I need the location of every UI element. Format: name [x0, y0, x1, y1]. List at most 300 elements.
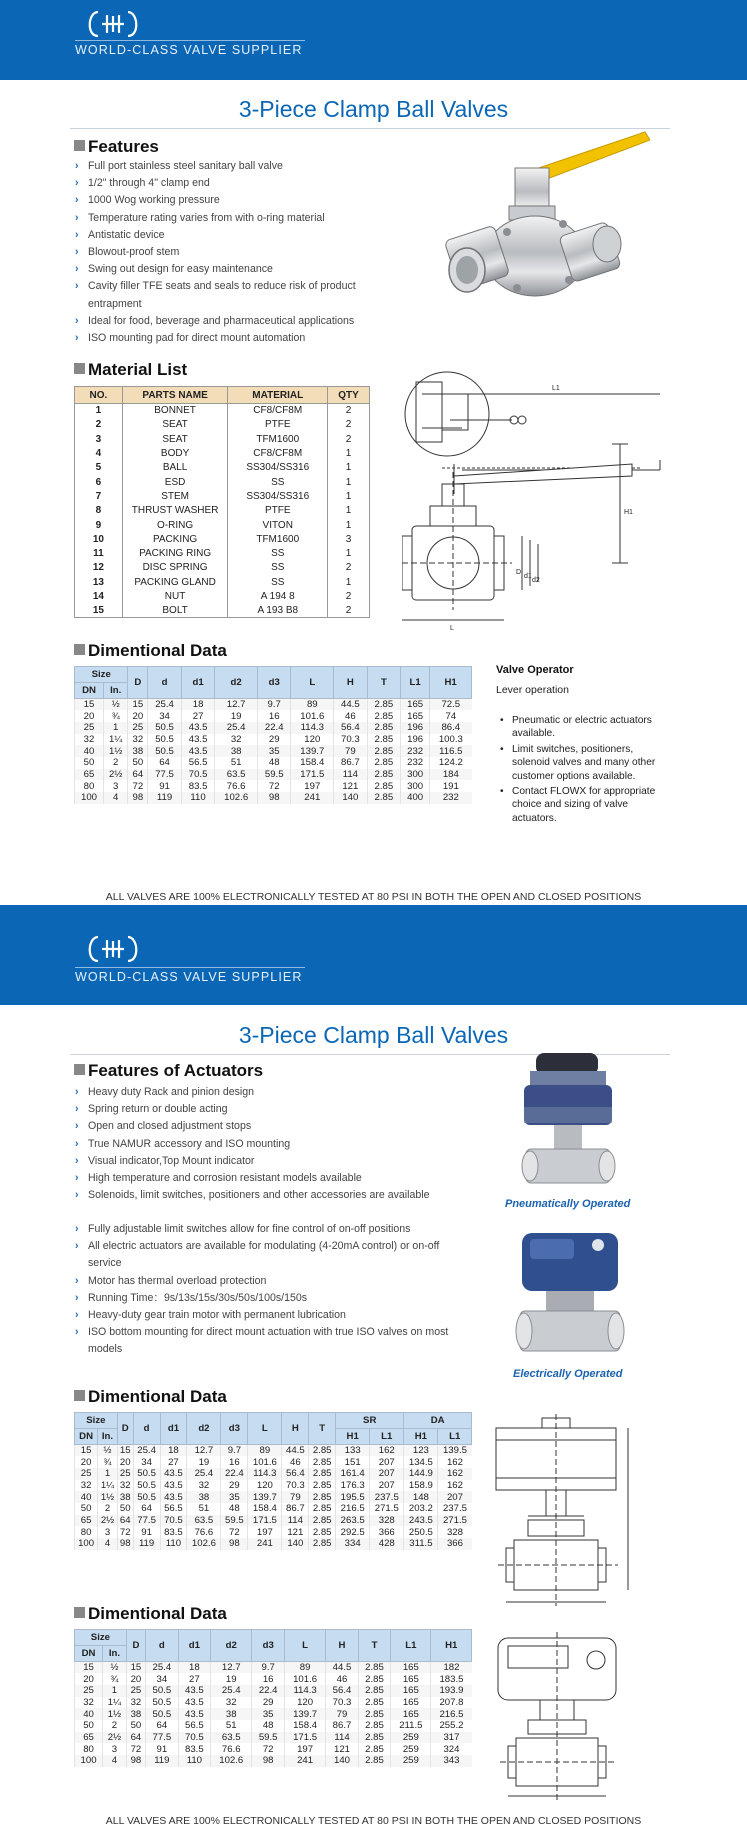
table-cell: 2.85	[367, 757, 401, 769]
table-row	[75, 710, 472, 722]
table-row	[75, 604, 370, 618]
table-cell: 72	[126, 1743, 145, 1755]
table-cell: 165	[401, 710, 430, 722]
table-cell: ¾	[98, 1456, 118, 1468]
list-item	[75, 158, 375, 175]
table-cell: 110	[181, 792, 215, 804]
table-cell: 9.7	[257, 699, 291, 711]
column-header: d3	[257, 667, 291, 699]
list-item-text: ISO bottom mounting for direct mount actuation with true ISO valves on most	[88, 1326, 449, 1339]
table-row	[75, 575, 370, 589]
table-cell: 80	[75, 780, 104, 792]
table-cell: 2.85	[367, 780, 401, 792]
list-item-text: Blowout-proof stem	[88, 246, 180, 259]
table-cell: 72	[252, 1743, 285, 1755]
list-item	[75, 1307, 475, 1324]
table-cell: 1	[328, 475, 370, 489]
column-header: Size	[75, 1630, 127, 1646]
table-cell: 56.5	[160, 1503, 187, 1515]
table-cell: 22.4	[221, 1468, 248, 1480]
list-item-text: Full port stainless steel sanitary ball valve	[88, 160, 283, 172]
table-cell: THRUST WASHER	[122, 504, 228, 518]
table-cell: 63.5	[187, 1515, 221, 1527]
table-cell: 25	[75, 1685, 103, 1697]
table-row	[75, 561, 370, 575]
table-cell: 428	[370, 1538, 404, 1550]
table-cell: 86.4	[430, 722, 472, 734]
table-cell: 197	[291, 780, 334, 792]
section-heading-features	[74, 137, 159, 157]
list-item	[75, 1221, 475, 1238]
table-cell: 334	[336, 1538, 370, 1550]
table-row	[75, 532, 370, 546]
banner-rule	[75, 40, 305, 41]
table-cell: 114.3	[284, 1685, 325, 1697]
list-item	[75, 1341, 475, 1358]
column-header: H	[326, 1630, 359, 1662]
table-cell: CF8/CF8M	[228, 404, 328, 418]
operator-notes-list	[500, 714, 670, 827]
table-cell: SEAT	[122, 432, 228, 446]
table-row	[75, 1720, 472, 1732]
table-cell: 2.85	[358, 1720, 391, 1732]
table-cell: 134.5	[404, 1456, 438, 1468]
chevron-right-icon: ›	[75, 314, 79, 327]
column-header: In.	[98, 1429, 118, 1445]
table-cell: 263.5	[336, 1515, 370, 1527]
table-cell: 98	[257, 792, 291, 804]
table-cell: 241	[291, 792, 334, 804]
table-cell: 64	[126, 1732, 145, 1744]
list-item	[75, 1238, 475, 1255]
table-cell: 176.3	[336, 1480, 370, 1492]
table-cell: 3	[103, 780, 127, 792]
table-cell: 100	[75, 1755, 103, 1767]
table-cell: 32	[117, 1480, 133, 1492]
table-cell: 83.5	[181, 780, 215, 792]
table-cell: PTFE	[228, 418, 328, 432]
table-cell: 232	[430, 792, 472, 804]
table-cell: 2.85	[358, 1697, 391, 1709]
column-header: D	[128, 667, 148, 699]
table-cell: 50.5	[146, 1685, 179, 1697]
electric-caption: Electrically Operated	[513, 1368, 623, 1380]
column-header: L	[248, 1413, 282, 1445]
table-cell: 6	[75, 475, 123, 489]
table-row	[75, 1743, 472, 1755]
table-cell: 25.4	[148, 699, 182, 711]
table-cell: O-RING	[122, 518, 228, 532]
table-cell: 16	[221, 1456, 248, 1468]
table-row	[75, 1673, 472, 1685]
chevron-right-icon: ›	[75, 228, 79, 241]
table-cell: 15	[117, 1445, 133, 1457]
column-header: NO.	[75, 387, 123, 404]
drawing-label-d2: d2	[532, 577, 540, 584]
table-row	[75, 1503, 472, 1515]
table-cell: TFM1600	[228, 532, 328, 546]
list-item-text: Fully adjustable limit switches allow for fine control of on-off positions	[88, 1223, 411, 1235]
chevron-right-icon: ›	[75, 1274, 79, 1287]
table-row	[75, 745, 472, 757]
table-cell: 2.85	[309, 1445, 336, 1457]
table-cell: 43.5	[178, 1708, 211, 1720]
table-cell: 2.85	[358, 1743, 391, 1755]
table-row	[75, 792, 472, 804]
table-cell: SS	[228, 561, 328, 575]
table-cell: 101.6	[248, 1456, 282, 1468]
table-cell: 89	[284, 1662, 325, 1674]
table-cell: 38	[215, 745, 258, 757]
list-item	[75, 244, 375, 261]
chevron-right-icon: ›	[75, 332, 79, 345]
table-cell: 324	[431, 1743, 472, 1755]
table-cell: 50	[126, 1720, 145, 1732]
table-cell: 158.4	[248, 1503, 282, 1515]
ball-valve-photo	[445, 128, 650, 328]
table-cell: 120	[284, 1697, 325, 1709]
table-cell: 9.7	[252, 1662, 285, 1674]
column-header: H1	[430, 667, 472, 699]
table-cell: 25	[117, 1468, 133, 1480]
table-cell: 38	[187, 1491, 221, 1503]
table-cell: 2.85	[367, 699, 401, 711]
table-cell: 207	[438, 1491, 472, 1503]
table-cell: 43.5	[160, 1491, 187, 1503]
table-cell: 2.85	[309, 1538, 336, 1550]
test-footnote: ALL VALVES ARE 100% ELECTRONICALLY TESTED AT 80 PSI IN BOTH THE OPEN AND CLOSED POSITIONS	[105, 891, 642, 903]
table-cell: 162	[438, 1480, 472, 1492]
section-heading-material	[74, 360, 187, 380]
pneumatic-assembly-drawing	[488, 1410, 638, 1620]
chevron-right-icon: ›	[75, 1309, 79, 1322]
table-cell: 46	[326, 1673, 359, 1685]
table-cell: 77.5	[133, 1515, 160, 1527]
list-item-text: Open and closed adjustment stops	[88, 1120, 252, 1133]
table-cell: 151	[336, 1456, 370, 1468]
table-cell: 25	[126, 1685, 145, 1697]
table-cell: 2.85	[358, 1685, 391, 1697]
table-cell: 72.5	[430, 699, 472, 711]
table-cell: 70.5	[160, 1515, 187, 1527]
table-cell: 56.4	[326, 1685, 359, 1697]
table-cell: 19	[187, 1456, 221, 1468]
chevron-right-icon: ›	[75, 1240, 79, 1253]
column-header: d3	[221, 1413, 248, 1445]
table-cell: 29	[257, 734, 291, 746]
table-row	[75, 432, 370, 446]
table-cell: 255.2	[431, 1720, 472, 1732]
table-cell: 19	[211, 1673, 252, 1685]
table-cell: ½	[98, 1445, 118, 1457]
table-cell: 65	[75, 1515, 98, 1527]
table-row	[75, 1445, 472, 1457]
table-cell: 116.5	[430, 745, 472, 757]
table-cell: 1¼	[103, 1697, 127, 1709]
table-cell: BOLT	[122, 604, 228, 618]
table-cell: 100.3	[430, 734, 472, 746]
table-cell: 12	[75, 561, 123, 575]
table-cell: 46	[334, 710, 368, 722]
table-cell: 35	[257, 745, 291, 757]
table-cell: 48	[221, 1503, 248, 1515]
column-header: d2	[187, 1413, 221, 1445]
table-cell: 18	[178, 1662, 211, 1674]
table-cell: 34	[148, 710, 182, 722]
column-header: In.	[103, 1646, 127, 1662]
table-cell: 2½	[98, 1515, 118, 1527]
table-cell: 4	[103, 792, 127, 804]
table-cell: 70.5	[181, 769, 215, 781]
table-cell: 2.85	[358, 1732, 391, 1744]
table-cell: 1	[328, 461, 370, 475]
section-heading-dimensions	[74, 641, 227, 661]
chevron-right-icon: ›	[75, 280, 79, 293]
table-cell: 162	[370, 1445, 404, 1457]
table-cell: 110	[178, 1755, 211, 1767]
table-cell: 27	[181, 710, 215, 722]
table-cell: 38	[117, 1491, 133, 1503]
table-cell: 165	[391, 1662, 431, 1674]
valve-technical-drawing	[402, 364, 677, 634]
table-cell: 32	[128, 734, 148, 746]
list-item-text: models	[88, 1343, 123, 1356]
table-cell: 25.4	[211, 1685, 252, 1697]
column-header: d3	[252, 1630, 285, 1662]
table-cell: 50	[75, 1720, 103, 1732]
table-cell: 65	[75, 769, 104, 781]
list-item-text: ISO mounting pad for direct mount automation	[88, 332, 306, 345]
column-header: DN	[75, 1646, 103, 1662]
table-cell: 114	[334, 769, 368, 781]
column-header: T	[309, 1413, 336, 1445]
table-row	[75, 446, 370, 460]
table-cell: 38	[126, 1708, 145, 1720]
list-item-text: Heavy duty Rack and pinion design	[88, 1086, 255, 1098]
table-cell: 2	[328, 432, 370, 446]
table-row	[75, 757, 472, 769]
drawing-label-h1: H1	[624, 509, 633, 516]
table-cell: TFM1600	[228, 432, 328, 446]
table-cell: 271.5	[438, 1515, 472, 1527]
column-header: In.	[103, 683, 127, 699]
page-title: 3-Piece Clamp Ball Valves	[238, 1022, 509, 1048]
section-heading-text: Features	[88, 137, 159, 156]
table-cell: PACKING RING	[122, 546, 228, 560]
table-cell: 56.5	[178, 1720, 211, 1732]
list-item-text: Cavity filler TFE seats and seals to reduce risk of product	[88, 280, 356, 293]
chevron-right-icon: ›	[75, 263, 79, 276]
table-cell: DISC SPRING	[122, 561, 228, 575]
section-heading-text: Dimentional Data	[88, 1387, 227, 1406]
table-cell: 165	[391, 1673, 431, 1685]
table-cell: 44.5	[282, 1445, 309, 1457]
column-header: T	[358, 1630, 391, 1662]
table-cell: 101.6	[284, 1673, 325, 1685]
section-heading-text: Features of Actuators	[88, 1061, 264, 1080]
table-cell: 20	[117, 1456, 133, 1468]
electric-actuator-photo	[510, 1225, 630, 1365]
table-cell: 32	[211, 1697, 252, 1709]
table-cell: 2.85	[309, 1503, 336, 1515]
drawing-label-d: D	[516, 569, 522, 576]
section-heading-dimensions-electric	[74, 1604, 227, 1624]
table-cell: 64	[133, 1503, 160, 1515]
table-cell: 292.5	[336, 1526, 370, 1538]
table-cell: 241	[248, 1538, 282, 1550]
chevron-right-icon: ›	[75, 177, 79, 190]
banner-rule	[75, 967, 305, 968]
table-cell: 1	[103, 1685, 127, 1697]
table-cell: 216.5	[431, 1708, 472, 1720]
list-item	[75, 1290, 475, 1307]
table-cell: 80	[75, 1526, 98, 1538]
table-cell: 207	[370, 1468, 404, 1480]
table-cell: 63.5	[211, 1732, 252, 1744]
column-header: L1	[391, 1630, 431, 1662]
table-cell: 14	[75, 589, 123, 603]
chevron-right-icon: ›	[75, 1223, 79, 1235]
table-cell: 64	[146, 1720, 179, 1732]
table-cell: PTFE	[228, 504, 328, 518]
top-banner	[0, 0, 747, 80]
table-cell: ½	[103, 1662, 127, 1674]
drawing-label-d1: d1	[524, 573, 532, 580]
table-cell: 2.85	[309, 1480, 336, 1492]
table-row	[75, 1662, 472, 1674]
table-cell: 100	[75, 792, 104, 804]
list-item-text: Antistatic device	[88, 228, 165, 241]
table-cell: 70.3	[326, 1697, 359, 1709]
table-cell: 98	[126, 1755, 145, 1767]
column-header: d	[148, 667, 182, 699]
table-cell: 328	[370, 1515, 404, 1527]
table-cell: 2.85	[358, 1755, 391, 1767]
table-cell: 56.4	[334, 722, 368, 734]
table-cell: 366	[438, 1538, 472, 1550]
table-cell: 120	[248, 1480, 282, 1492]
dimensional-data-table	[74, 666, 472, 804]
table-cell: ¾	[103, 1673, 127, 1685]
list-item-text: High temperature and corrosion resistant models available	[88, 1172, 362, 1185]
table-cell: 56.4	[282, 1468, 309, 1480]
table-cell: 91	[146, 1743, 179, 1755]
table-cell: 203.2	[404, 1503, 438, 1515]
table-cell: 43.5	[178, 1697, 211, 1709]
table-cell: 140	[282, 1538, 309, 1550]
column-header: d2	[215, 667, 258, 699]
table-cell: 2.85	[367, 710, 401, 722]
dimensional-data-table-pneumatic	[74, 1412, 472, 1550]
table-row	[75, 589, 370, 603]
table-cell: 193.9	[431, 1685, 472, 1697]
table-cell: BALL	[122, 461, 228, 475]
chevron-right-icon: ›	[75, 1137, 79, 1150]
table-cell: 20	[126, 1673, 145, 1685]
table-cell: 35	[252, 1708, 285, 1720]
table-cell: 89	[291, 699, 334, 711]
table-cell: 259	[391, 1743, 431, 1755]
table-row	[75, 699, 472, 711]
table-row	[75, 780, 472, 792]
table-cell: 1	[98, 1468, 118, 1480]
list-item	[75, 1084, 455, 1101]
chevron-right-icon: ›	[75, 1326, 79, 1339]
column-header: MATERIAL	[228, 387, 328, 404]
table-cell: 1	[328, 546, 370, 560]
table-cell: VITON	[228, 518, 328, 532]
column-header: H1	[336, 1429, 370, 1445]
table-cell: 237.5	[438, 1503, 472, 1515]
table-cell: 64	[128, 769, 148, 781]
list-item	[75, 1187, 455, 1204]
table-cell: 50.5	[148, 722, 182, 734]
table-cell: 50	[75, 1503, 98, 1515]
table-cell: 72	[128, 780, 148, 792]
chevron-right-icon: ›	[75, 1086, 79, 1098]
column-header: L	[284, 1630, 325, 1662]
table-cell: 25.4	[133, 1445, 160, 1457]
table-cell: 32	[215, 734, 258, 746]
table-cell: 44.5	[334, 699, 368, 711]
table-cell: SS	[228, 575, 328, 589]
table-cell: 165	[391, 1697, 431, 1709]
table-cell: 207	[370, 1480, 404, 1492]
table-cell: 70.3	[334, 734, 368, 746]
table-cell: 76.6	[187, 1526, 221, 1538]
table-cell: 50	[128, 757, 148, 769]
table-cell: 32	[126, 1697, 145, 1709]
table-cell: 1	[328, 575, 370, 589]
table-cell: 171.5	[291, 769, 334, 781]
list-item	[75, 330, 375, 347]
table-cell: 59.5	[252, 1732, 285, 1744]
table-cell: 4	[75, 446, 123, 460]
table-cell: 16	[257, 710, 291, 722]
table-row	[75, 418, 370, 432]
list-item	[75, 227, 375, 244]
table-cell: 317	[431, 1732, 472, 1744]
table-cell: 2.85	[309, 1526, 336, 1538]
table-cell: 114.3	[248, 1468, 282, 1480]
table-cell: 196	[401, 734, 430, 746]
table-cell: 10	[75, 532, 123, 546]
table-cell: 121	[334, 780, 368, 792]
table-cell: 2.85	[367, 722, 401, 734]
list-item	[75, 1136, 455, 1153]
table-cell: 2½	[103, 769, 127, 781]
table-cell: 241	[284, 1755, 325, 1767]
table-cell: 9.7	[221, 1445, 248, 1457]
list-item-text: Spring return or double acting	[88, 1103, 228, 1116]
table-cell: 89	[248, 1445, 282, 1457]
table-cell: 182	[431, 1662, 472, 1674]
table-cell: 80	[75, 1743, 103, 1755]
table-cell: 237.5	[370, 1491, 404, 1503]
list-item	[75, 1118, 455, 1135]
operator-note: • Limit switches, positioners, solenoid valves and many other customer options available.	[500, 743, 670, 783]
column-header: d1	[160, 1413, 187, 1445]
table-cell: 25.4	[215, 722, 258, 734]
table-cell: 121	[282, 1526, 309, 1538]
table-cell: 2	[328, 604, 370, 618]
table-cell: 183.5	[431, 1673, 472, 1685]
operator-note: • Pneumatic or electric actuators available.	[500, 714, 670, 741]
table-cell: 140	[326, 1755, 359, 1767]
table-cell: 38	[128, 745, 148, 757]
table-cell: 59.5	[221, 1515, 248, 1527]
table-cell: 4	[98, 1538, 118, 1550]
